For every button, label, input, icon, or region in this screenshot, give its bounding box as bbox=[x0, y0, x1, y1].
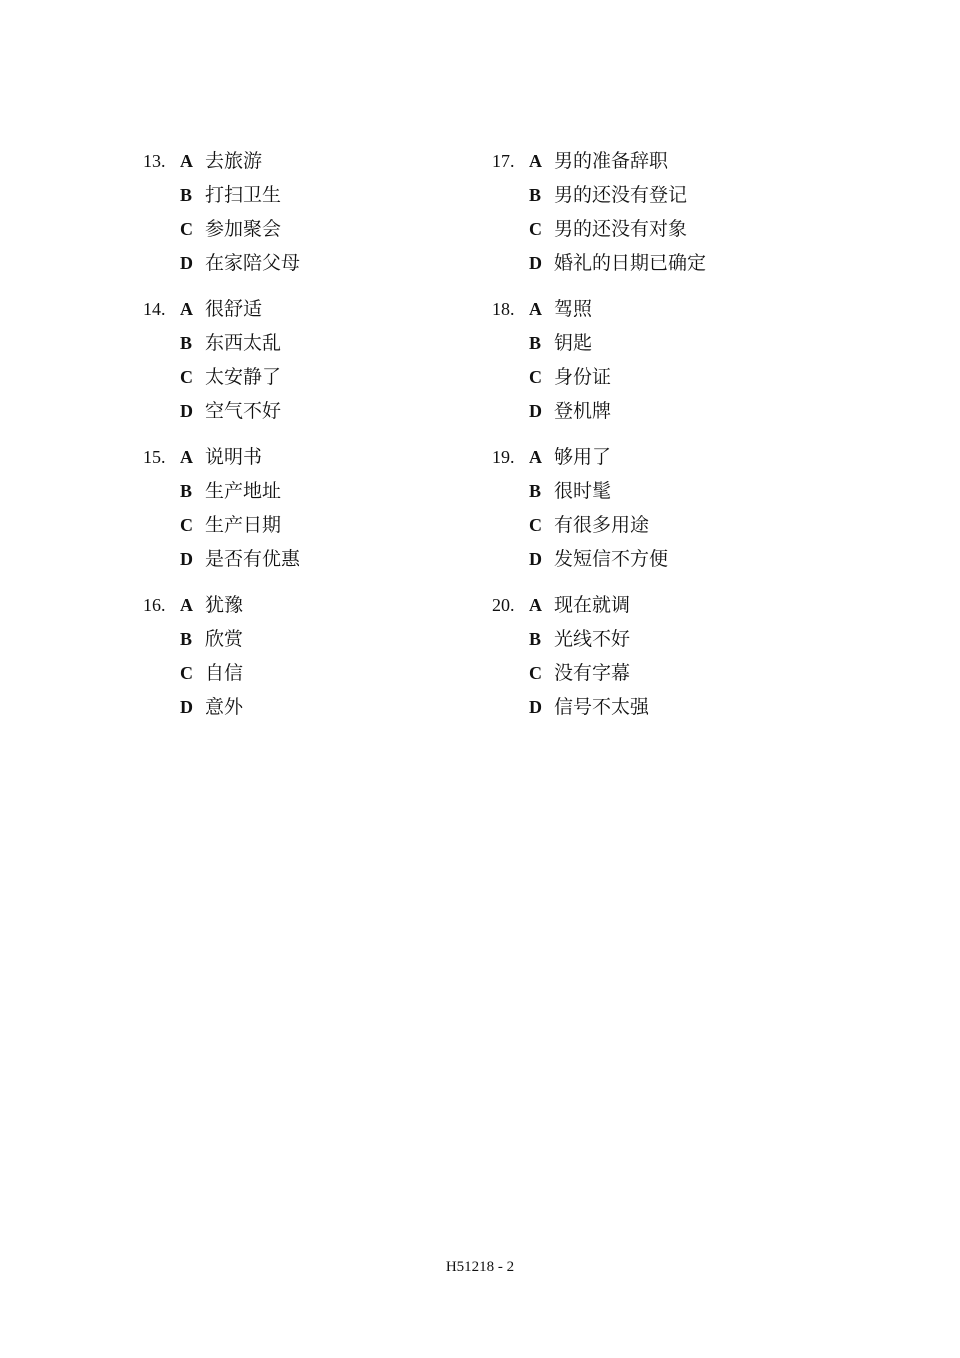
option-letter: A bbox=[180, 299, 193, 319]
option-text: 很舒适 bbox=[205, 298, 263, 320]
question-number: 18. bbox=[492, 299, 515, 319]
option-letter: D bbox=[180, 697, 193, 717]
option-text: 男的还没有对象 bbox=[554, 218, 688, 240]
option-text: 生产日期 bbox=[205, 514, 282, 536]
option-letter: D bbox=[529, 253, 542, 273]
option-text: 欣赏 bbox=[205, 628, 244, 650]
option-text: 生产地址 bbox=[205, 480, 282, 502]
option-letter: C bbox=[529, 663, 542, 683]
option-letter: D bbox=[529, 697, 542, 717]
option-text: 光线不好 bbox=[554, 628, 631, 650]
option-text: 没有字幕 bbox=[554, 662, 631, 684]
option-letter: B bbox=[529, 333, 542, 353]
option-letter: B bbox=[180, 629, 193, 649]
page-footer: H51218 - 2 bbox=[445, 1259, 515, 1275]
option-text: 身份证 bbox=[554, 366, 612, 388]
option-letter: A bbox=[529, 151, 542, 171]
option-text: 太安静了 bbox=[205, 366, 282, 388]
option-letter: A bbox=[180, 447, 193, 467]
question-number: 13. bbox=[143, 151, 166, 171]
option-text: 现在就调 bbox=[554, 594, 631, 616]
option-text: 婚礼的日期已确定 bbox=[554, 252, 707, 274]
option-letter: D bbox=[180, 401, 193, 421]
option-letter: D bbox=[529, 549, 542, 569]
option-text: 在家陪父母 bbox=[205, 252, 301, 274]
option-letter: A bbox=[529, 595, 542, 615]
question-number: 19. bbox=[492, 447, 515, 467]
question-number: 15. bbox=[143, 447, 166, 467]
option-letter: D bbox=[180, 253, 193, 273]
question-number: 14. bbox=[143, 299, 166, 319]
option-text: 男的还没有登记 bbox=[554, 184, 688, 206]
option-text: 够用了 bbox=[554, 446, 612, 468]
option-text: 东西太乱 bbox=[205, 332, 282, 354]
option-letter: B bbox=[180, 333, 193, 353]
option-text: 男的准备辞职 bbox=[554, 150, 669, 172]
option-text: 发短信不方便 bbox=[554, 548, 669, 570]
option-letter: B bbox=[180, 185, 193, 205]
option-letter: C bbox=[529, 219, 542, 239]
option-text: 登机牌 bbox=[554, 400, 612, 422]
option-text: 有很多用途 bbox=[554, 514, 650, 536]
option-letter: C bbox=[180, 515, 193, 535]
option-letter: C bbox=[529, 515, 542, 535]
option-text: 信号不太强 bbox=[554, 696, 650, 718]
option-letter: A bbox=[180, 595, 193, 615]
option-letter: C bbox=[180, 219, 193, 239]
option-letter: C bbox=[180, 367, 193, 387]
option-text: 是否有优惠 bbox=[205, 548, 301, 570]
option-letter: C bbox=[180, 663, 193, 683]
question-number: 20. bbox=[492, 595, 515, 615]
option-text: 空气不好 bbox=[205, 400, 282, 422]
option-text: 自信 bbox=[205, 662, 244, 684]
option-letter: D bbox=[529, 401, 542, 421]
option-text: 说明书 bbox=[205, 446, 263, 468]
option-letter: A bbox=[529, 299, 542, 319]
option-text: 驾照 bbox=[554, 298, 593, 320]
option-letter: B bbox=[529, 629, 542, 649]
option-text: 钥匙 bbox=[554, 332, 593, 354]
option-text: 去旅游 bbox=[205, 150, 263, 172]
option-letter: D bbox=[180, 549, 193, 569]
option-text: 犹豫 bbox=[205, 594, 244, 616]
option-letter: A bbox=[529, 447, 542, 467]
question-number: 16. bbox=[143, 595, 166, 615]
option-text: 意外 bbox=[205, 696, 244, 718]
option-text: 很时髦 bbox=[554, 480, 612, 502]
option-text: 打扫卫生 bbox=[205, 184, 282, 206]
question-number: 17. bbox=[492, 151, 515, 171]
option-letter: B bbox=[529, 185, 542, 205]
option-letter: B bbox=[180, 481, 193, 501]
option-text: 参加聚会 bbox=[205, 218, 282, 240]
option-letter: B bbox=[529, 481, 542, 501]
option-letter: C bbox=[529, 367, 542, 387]
option-letter: A bbox=[180, 151, 193, 171]
